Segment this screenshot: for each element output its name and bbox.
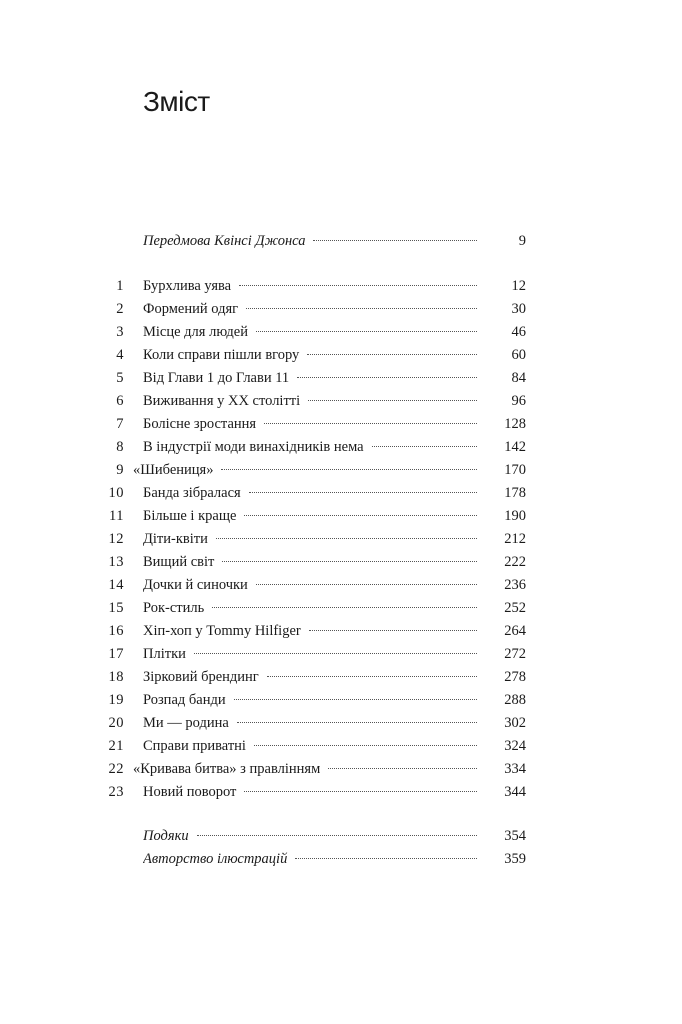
toc-title: Ми — родина xyxy=(143,715,229,731)
dot-leader xyxy=(295,858,477,859)
toc-title: Хіп-хоп у Tommy Hilfiger xyxy=(143,623,301,639)
toc-row-chapter-6 xyxy=(0,390,682,412)
toc-page-number: 222 xyxy=(504,554,526,570)
toc-row-chapter-15 xyxy=(0,597,682,619)
toc-row-chapter-18 xyxy=(0,666,682,688)
dot-leader xyxy=(254,745,477,746)
chapter-number: 9 xyxy=(116,462,124,478)
toc-title: Подяки xyxy=(143,828,189,844)
toc-page-number: 272 xyxy=(504,646,526,662)
toc-entry xyxy=(143,344,477,366)
toc-row-chapter-16 xyxy=(0,620,682,642)
chapter-number: 8 xyxy=(116,439,124,455)
toc-title: Місце для людей xyxy=(143,324,248,340)
toc-entry xyxy=(143,275,477,297)
toc-page-number: 354 xyxy=(504,828,526,844)
toc-page-number: 30 xyxy=(511,301,526,317)
dot-leader xyxy=(249,492,477,493)
toc-entry xyxy=(133,459,477,481)
toc-page-number: 212 xyxy=(504,531,526,547)
toc-title: «Кривава битва» з правлінням xyxy=(133,761,321,777)
toc-title: Бурхлива уява xyxy=(143,278,232,294)
toc-entry xyxy=(143,643,477,665)
toc-page-number: 142 xyxy=(504,439,526,455)
dot-leader xyxy=(256,331,477,332)
chapter-number: 1 xyxy=(116,278,124,294)
dot-leader xyxy=(239,285,477,286)
toc-row-foreword xyxy=(0,230,682,252)
toc-entry xyxy=(143,735,477,757)
toc-title: Зірковий брендинг xyxy=(143,669,259,685)
toc-entry xyxy=(143,367,477,389)
toc-row-chapter-1 xyxy=(0,275,682,297)
chapter-number: 2 xyxy=(116,301,124,317)
toc-entry xyxy=(143,413,477,435)
toc-page-number: 278 xyxy=(504,669,526,685)
toc-title: Вищий світ xyxy=(143,554,215,570)
toc-entry xyxy=(143,781,477,803)
toc-title: Банда зібралася xyxy=(143,485,241,501)
toc-title: Виживання у ХХ столітті xyxy=(143,393,301,409)
dot-leader xyxy=(307,354,477,355)
toc-page-number: 236 xyxy=(504,577,526,593)
toc-title: Від Глави 1 до Глави 11 xyxy=(143,370,290,386)
toc-page-number: 344 xyxy=(504,784,526,800)
toc-page-number: 302 xyxy=(504,715,526,731)
toc-row-chapter-22 xyxy=(0,758,682,780)
toc-page-number: 96 xyxy=(511,393,526,409)
toc-row-illustration-credits xyxy=(0,848,682,870)
dot-leader xyxy=(264,423,477,424)
toc-row-chapter-11 xyxy=(0,505,682,527)
toc-row-chapter-21 xyxy=(0,735,682,757)
toc-row-acknowledgements xyxy=(0,825,682,847)
toc-entry xyxy=(143,298,477,320)
toc-title: Дочки й синочки xyxy=(143,577,248,593)
dot-leader xyxy=(246,308,477,309)
toc-row-chapter-2 xyxy=(0,298,682,320)
chapter-number: 22 xyxy=(108,761,124,777)
toc-row-chapter-3 xyxy=(0,321,682,343)
dot-leader xyxy=(216,538,477,539)
toc-entry xyxy=(143,482,477,504)
chapter-number: 16 xyxy=(108,623,124,639)
chapter-number: 6 xyxy=(116,393,124,409)
toc-row-chapter-20 xyxy=(0,712,682,734)
toc-page-number: 334 xyxy=(504,761,526,777)
toc-row-chapter-13 xyxy=(0,551,682,573)
dot-leader xyxy=(309,630,477,631)
toc-page-number: 324 xyxy=(504,738,526,754)
toc-entry xyxy=(143,848,477,870)
toc-row-chapter-4 xyxy=(0,344,682,366)
toc-row-chapter-8 xyxy=(0,436,682,458)
dot-leader xyxy=(328,768,477,769)
dot-leader xyxy=(297,377,477,378)
toc-title: Рок-стиль xyxy=(143,600,205,616)
toc-row-chapter-23 xyxy=(0,781,682,803)
toc-entry xyxy=(143,505,477,527)
toc-title: Передмова Квінсі Джонса xyxy=(143,233,306,249)
toc-title: Плітки xyxy=(143,646,186,662)
toc-page-number: 60 xyxy=(511,347,526,363)
toc-entry xyxy=(143,712,477,734)
toc-entry xyxy=(143,321,477,343)
chapter-number: 15 xyxy=(108,600,124,616)
toc-page-number: 359 xyxy=(504,851,526,867)
chapter-number: 12 xyxy=(108,531,124,547)
toc-entry xyxy=(143,390,477,412)
chapter-number: 21 xyxy=(108,738,124,754)
toc-page-number: 128 xyxy=(504,416,526,432)
toc-entry xyxy=(143,597,477,619)
dot-leader xyxy=(308,400,477,401)
dot-leader xyxy=(212,607,477,608)
chapter-number: 11 xyxy=(109,508,124,524)
toc-title: Формений одяг xyxy=(143,301,239,317)
dot-leader xyxy=(237,722,477,723)
chapter-number: 4 xyxy=(116,347,124,363)
toc-page-number: 9 xyxy=(518,233,526,249)
toc-title: Справи приватні xyxy=(143,738,246,754)
chapter-number: 20 xyxy=(108,715,124,731)
dot-leader xyxy=(267,676,477,677)
toc-page-number: 264 xyxy=(504,623,526,639)
toc-entry xyxy=(143,689,477,711)
toc-row-chapter-5 xyxy=(0,367,682,389)
chapter-number: 19 xyxy=(108,692,124,708)
chapter-number: 3 xyxy=(116,324,124,340)
toc-row-chapter-9 xyxy=(0,459,682,481)
toc-title: Розпад банди xyxy=(143,692,226,708)
toc-entry xyxy=(143,551,477,573)
page-title: Зміст xyxy=(143,86,210,117)
toc-entry xyxy=(143,666,477,688)
chapter-number: 14 xyxy=(108,577,124,593)
toc-page-number: 46 xyxy=(511,324,526,340)
toc-title: «Шибениця» xyxy=(133,462,214,478)
dot-leader xyxy=(194,653,477,654)
toc-entry xyxy=(143,825,477,847)
chapter-number: 5 xyxy=(116,370,124,386)
chapter-number: 13 xyxy=(108,554,124,570)
toc-row-chapter-10 xyxy=(0,482,682,504)
toc-page-number: 84 xyxy=(511,370,526,386)
dot-leader xyxy=(197,835,477,836)
toc-row-chapter-12 xyxy=(0,528,682,550)
toc-entry xyxy=(133,758,477,780)
toc-entry xyxy=(143,436,477,458)
chapter-number: 7 xyxy=(116,416,124,432)
dot-leader xyxy=(313,240,477,241)
toc-row-chapter-19 xyxy=(0,689,682,711)
dot-leader xyxy=(234,699,477,700)
toc-entry xyxy=(143,230,477,252)
toc-title: Коли справи пішли вгору xyxy=(143,347,300,363)
toc-entry xyxy=(143,620,477,642)
toc-title: Новий поворот xyxy=(143,784,237,800)
toc-row-chapter-14 xyxy=(0,574,682,596)
toc-title: В індустрії моди винахідників нема xyxy=(143,439,364,455)
toc-page-number: 178 xyxy=(504,485,526,501)
toc-page-number: 12 xyxy=(511,278,526,294)
dot-leader xyxy=(244,791,477,792)
toc-row-chapter-7 xyxy=(0,413,682,435)
toc-title: Авторство ілюстрацій xyxy=(143,851,288,867)
toc-page-number: 252 xyxy=(504,600,526,616)
toc-row-chapter-17 xyxy=(0,643,682,665)
dot-leader xyxy=(256,584,477,585)
toc-page-number: 288 xyxy=(504,692,526,708)
toc-title: Більше і краще xyxy=(143,508,237,524)
toc-title: Болісне зростання xyxy=(143,416,257,432)
chapter-number: 17 xyxy=(108,646,124,662)
toc-entry xyxy=(143,574,477,596)
dot-leader xyxy=(244,515,477,516)
dot-leader xyxy=(221,469,477,470)
dot-leader xyxy=(222,561,477,562)
chapter-number: 10 xyxy=(108,485,124,501)
toc-page-number: 170 xyxy=(504,462,526,478)
dot-leader xyxy=(372,446,477,447)
chapter-number: 23 xyxy=(108,784,124,800)
toc-title: Діти-квіти xyxy=(143,531,208,547)
toc-page-number: 190 xyxy=(504,508,526,524)
chapter-number: 18 xyxy=(108,669,124,685)
toc-entry xyxy=(143,528,477,550)
